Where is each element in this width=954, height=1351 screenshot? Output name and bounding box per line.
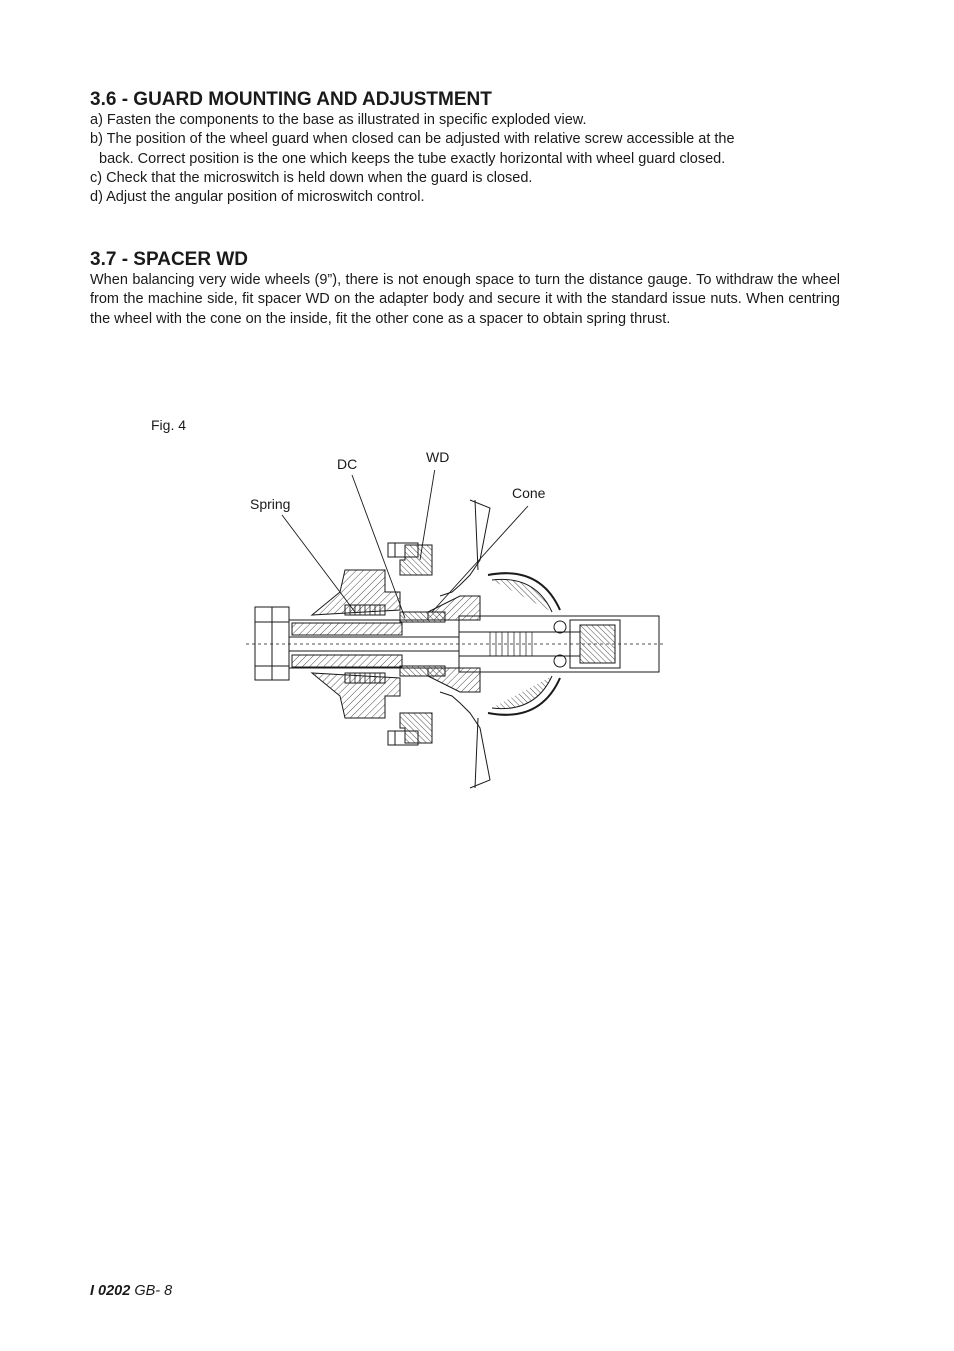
list-item: d) Adjust the angular position of microswitch control. — [90, 189, 425, 206]
callout-wd: WD — [426, 449, 450, 465]
section-3-7-body: When balancing very wide wheels (9”), there is not enough space to turn the distance gauge. To withdraw the wheel from the machine side, fit spacer WD on the adapter body and secure it with the standard issue nuts. When centring the wheel with the cone on the inside, fit the other cone as a spacer to obtain spring thrust. — [90, 272, 840, 327]
list-item: a) Fasten the components to the base as illustrated in specific exploded view. — [90, 112, 587, 128]
doc-code: I 0202 — [90, 1283, 131, 1299]
section-3-6-list — [90, 111, 850, 207]
list-item: b) The position of the wheel guard when closed can be adjusted with relative screw accessible at the — [90, 131, 735, 148]
section-3-6-title: 3.6 - GUARD MOUNTING AND ADJUSTMENT — [90, 89, 492, 110]
list-item: back. Correct position is the one which keeps the tube exactly horizontal with wheel guard closed. — [99, 150, 726, 167]
figure-label: Fig. 4 — [151, 417, 187, 433]
callout-dc: DC — [337, 456, 358, 472]
spacer-assembly-drawing — [240, 470, 670, 790]
page-number: GB- 8 — [134, 1283, 173, 1299]
page-footer — [90, 1283, 172, 1299]
callout-cone: Cone — [512, 485, 546, 501]
callout-spring: Spring — [250, 496, 291, 512]
list-item: c) Check that the microswitch is held down when the guard is closed. — [90, 169, 533, 186]
section-3-7-title: 3.7 - SPACER WD — [90, 249, 249, 270]
